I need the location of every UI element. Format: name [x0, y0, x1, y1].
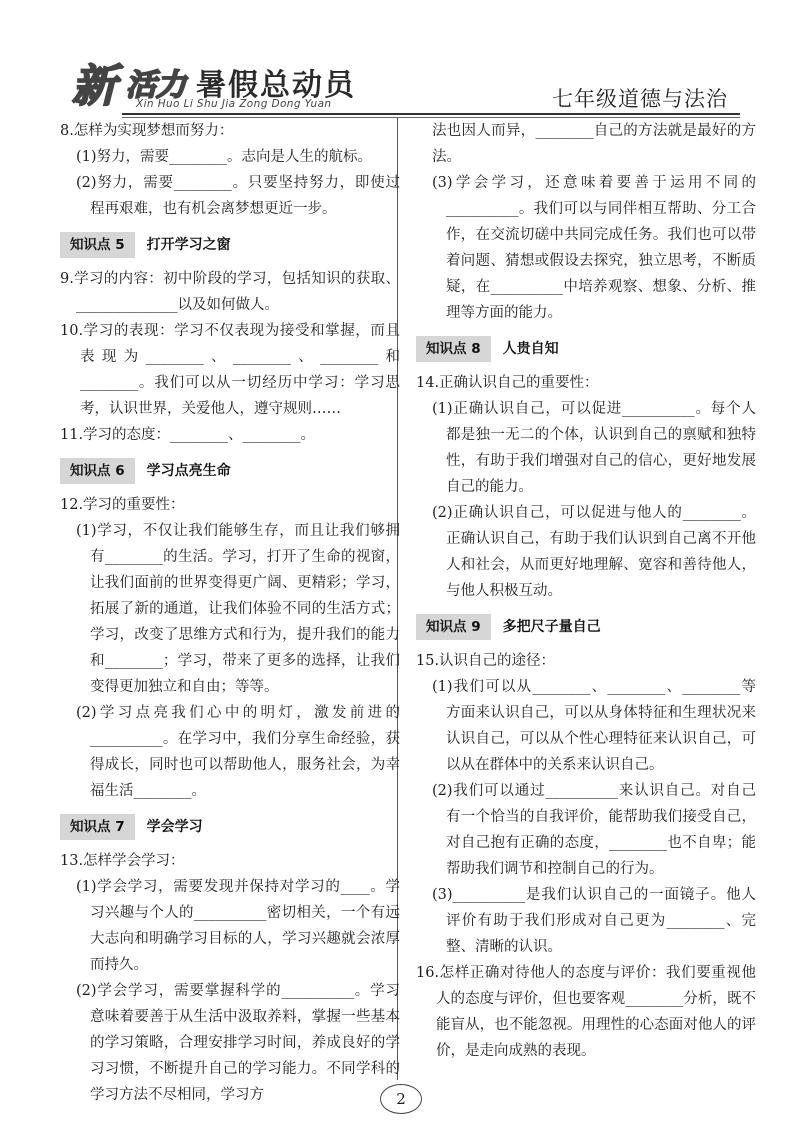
- header-rule: [122, 113, 740, 115]
- question-15: 15.认识自己的途径：: [416, 653, 556, 669]
- knowledge-point-title: 学习点亮生命: [146, 463, 231, 479]
- question-11: 11.学习的态度：________、________。: [60, 427, 316, 443]
- question-12-1: (1)学习，不仅让我们能够生存，而且让我们够拥有________的生活。学习，打开了生命的视窗，让我们面前的世界变得更广阔、更精彩；学习，拓展了新的通道，让我们体验不同的生活方式；学习，改变了思维方式和行为，提升我们的能力和________；学习，带来了更多的选择，让我们变得更加独立和自由；等等。: [76, 523, 400, 695]
- question-12: 12.学习的重要性：: [60, 497, 185, 513]
- knowledge-point-8: [416, 336, 756, 362]
- question-8: 8.怎样为实现梦想而努力：: [60, 123, 234, 139]
- question-15-2: (2)我们可以通过__________来认识自己。对自己有一个恰当的自我评价，能帮助我们接受自己，对自己抱有正确的态度，________也不自卑；能帮助我们调节和控制自己的行为。: [432, 783, 756, 877]
- question-13-1: (1)学会学习，需要发现并保持对学习的____。学习兴趣与个人的__________密切相关，一个有远大志向和明确学习目标的人，学习兴趣就会浓厚而持久。: [76, 879, 400, 973]
- grade-subject: 七年级道德与法治: [552, 87, 728, 111]
- logo-pinyin: Xin Huo Li Shu Jia Zong Dong Yuan: [136, 98, 332, 110]
- knowledge-point-tag: 知识点 9: [416, 614, 491, 640]
- question-8-2: (2)努力，需要________。只要坚持努力，即使过程再艰难，也有机会离梦想更近一步。: [76, 175, 400, 217]
- knowledge-point-6: [60, 458, 400, 484]
- knowledge-point-tag: 知识点 6: [60, 458, 135, 484]
- knowledge-point-9: [416, 614, 756, 640]
- question-13-3: (3)学会学习，还意味着要善于运用不同的__________。我们可以与同伴相互帮助、分工合作，在交流切磋中共同完成任务。我们也可以带着问题、猜想或假设去探究，独立思考，不断质疑，在__________中培养观察、想象、分析、推理等方面的能力。: [432, 175, 756, 321]
- question-14: 14.正确认识自己的重要性：: [416, 375, 599, 391]
- logo-xin: 新: [72, 61, 114, 112]
- right-column: [416, 118, 756, 1064]
- logo-title: 暑假总动员: [196, 68, 356, 103]
- question-13-2-continued: 法也因人而异，________自己的方法就是最好的方法。: [432, 123, 756, 165]
- knowledge-point-7: [60, 814, 400, 840]
- question-14-2: (2)正确认识自己，可以促进与他人的________。正确认识自己，有助于我们认识到自己离不开他人和社会，从而更好地理解、宽容和善待他人，与他人积极互动。: [432, 505, 756, 599]
- question-16: 16.怎样正确对待他人的态度与评价：我们要重视他人的态度与评价，但也要客观________分析，既不能盲从，也不能忽视。用理性的心态面对他人的评价，是走向成熟的表现。: [416, 965, 756, 1059]
- question-8-1: (1)努力，需要________。志向是人生的航标。: [76, 149, 373, 165]
- knowledge-point-tag: 知识点 8: [416, 336, 491, 362]
- knowledge-point-tag: 知识点 5: [60, 232, 135, 258]
- question-15-1: (1)我们可以从________、________、________等方面来认识自己，可以从身体特征和生理状况来认识自己，可以从个性心理特征来认识自己，可以从在群体中的关系来认识自己。: [432, 679, 756, 773]
- left-column: [60, 118, 400, 1108]
- knowledge-point-tag: 知识点 7: [60, 814, 135, 840]
- page-number: 2: [380, 1084, 422, 1114]
- knowledge-point-title: 人贵自知: [502, 341, 559, 357]
- page-header: [0, 0, 800, 118]
- knowledge-point-title: 多把尺子量自己: [502, 619, 601, 635]
- question-13-2: (2)学会学习，需要掌握科学的__________。学习意味着要善于从生活中汲取养料，掌握一些基本的学习策略，合理安排学习时间，养成良好的学习习惯，不断提升自己的学习能力。不同学科的学习方法不尽相同，学习方: [76, 983, 400, 1103]
- knowledge-point-5: [60, 232, 400, 258]
- question-10: 10.学习的表现：学习不仅表现为接受和掌握，而且表现为________、________、________和________。我们可以从一切经历中学习：学习思考，认识世界，关爱他人，遵守规则……: [60, 323, 400, 417]
- logo-huoli: 活力: [126, 68, 186, 103]
- question-13: 13.怎样学会学习：: [60, 853, 185, 869]
- question-12-2: (2)学习点亮我们心中的明灯，激发前进的__________。在学习中，我们分享生命经验，获得成长，同时也可以帮助他人，服务社会，为幸福生活________。: [76, 705, 400, 799]
- question-14-1: (1)正确认识自己，可以促进__________。每个人都是独一无二的个体，认识到自己的禀赋和独特性，有助于我们增强对自己的信心，更好地发展自己的能力。: [432, 401, 756, 495]
- question-15-3: (3)__________是我们认识自己的一面镜子。他人评价有助于我们形成对自己更为________、完整、清晰的认识。: [432, 887, 756, 955]
- knowledge-point-title: 学会学习: [146, 819, 203, 835]
- question-9: 9.学习的内容：初中阶段的学习，包括知识的获取、______________以及如何做人。: [60, 271, 400, 313]
- knowledge-point-title: 打开学习之窗: [146, 237, 231, 253]
